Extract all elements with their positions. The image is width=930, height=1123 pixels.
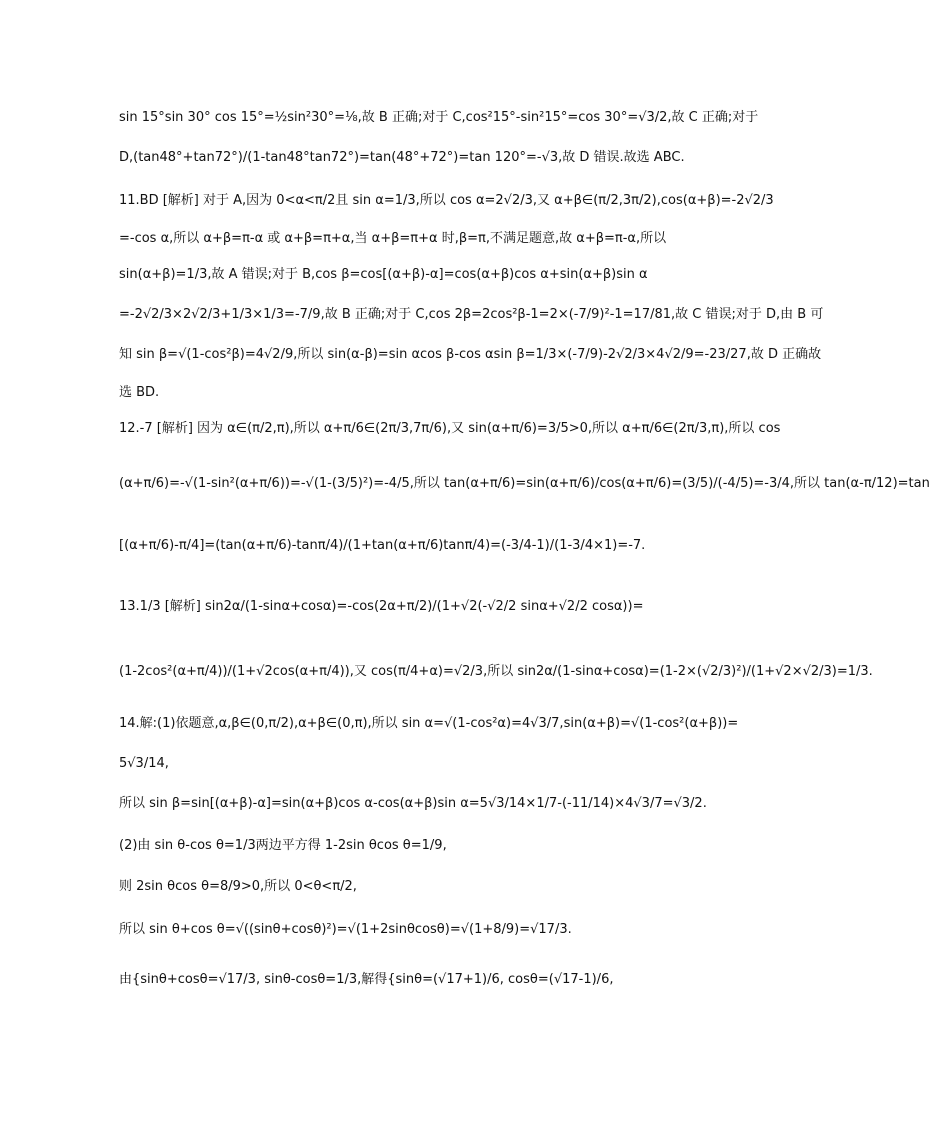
text-line: 由{sinθ+cosθ=√17/3, sinθ-cosθ=1/3,解得{sinθ=(√17+1)/6, cosθ=(√17-1)/6, xyxy=(119,972,614,987)
text-line: 选 BD. xyxy=(119,385,160,400)
text-line: [(α+π/6)-π/4]=(tan(α+π/6)-tanπ/4)/(1+tan(α+π/6)tanπ/4)=(-3/4-1)/(1-3/4×1)=-7. xyxy=(119,538,646,553)
text-line: 5√3/14, xyxy=(119,756,169,771)
text-line: 所以 sin β=sin[(α+β)-α]=sin(α+β)cos α-cos(α+β)sin α=5√3/14×1/7-(-11/14)×4√3/7=√3/2. xyxy=(119,796,707,811)
text-line: =-2√2/3×2√2/3+1/3×1/3=-7/9,故 B 正确;对于 C,cos 2β=2cos²β-1=2×(-7/9)²-1=17/81,故 C 错误;对于 D,由 B 可 xyxy=(119,307,824,322)
text-line: D,(tan48°+tan72°)/(1-tan48°tan72°)=tan(48°+72°)=tan 120°=-√3,故 D 错误.故选 ABC. xyxy=(119,150,685,165)
text-line: (1-2cos²(α+π/4))/(1+√2cos(α+π/4)),又 cos(π/4+α)=√2/3,所以 sin2α/(1-sinα+cosα)=(1-2×(√2/3)²)/(1+√2×√2/3)=1/3. xyxy=(119,664,873,679)
text-line: 知 sin β=√(1-cos²β)=4√2/9,所以 sin(α-β)=sin αcos β-cos αsin β=1/3×(-7/9)-2√2/3×4√2/9=-23/27,故 D 正确故 xyxy=(119,347,822,362)
text-line: 11.BD [解析] 对于 A,因为 0<α<π/2且 sin α=1/3,所以 cos α=2√2/3,又 α+β∈(π/2,3π/2),cos(α+β)=-2√2/3 xyxy=(119,193,774,208)
text-line: =-cos α,所以 α+β=π-α 或 α+β=π+α,当 α+β=π+α 时,β=π,不满足题意,故 α+β=π-α,所以 xyxy=(119,231,667,246)
text-line: (α+π/6)=-√(1-sin²(α+π/6))=-√(1-(3/5)²)=-4/5,所以 tan(α+π/6)=sin(α+π/6)/cos(α+π/6)=(3/5)/(-4/5)=-3/4,所以 tan(α-π/12)=tan xyxy=(119,476,930,491)
text-line: 14.解:(1)依题意,α,β∈(0,π/2),α+β∈(0,π),所以 sin α=√(1-cos²α)=4√3/7,sin(α+β)=√(1-cos²(α+β))= xyxy=(119,716,739,731)
text-line: 所以 sin θ+cos θ=√((sinθ+cosθ)²)=√(1+2sinθcosθ)=√(1+8/9)=√17/3. xyxy=(119,922,572,937)
text-line: 则 2sin θcos θ=8/9>0,所以 0<θ<π/2, xyxy=(119,879,357,894)
text-line: (2)由 sin θ-cos θ=1/3两边平方得 1-2sin θcos θ=1/9, xyxy=(119,838,447,853)
text-line: sin(α+β)=1/3,故 A 错误;对于 B,cos β=cos[(α+β)-α]=cos(α+β)cos α+sin(α+β)sin α xyxy=(119,267,648,282)
text-line: 13.1/3 [解析] sin2α/(1-sinα+cosα)=-cos(2α+π/2)/(1+√2(-√2/2 sinα+√2/2 cosα))= xyxy=(119,599,644,614)
text-line: 12.-7 [解析] 因为 α∈(π/2,π),所以 α+π/6∈(2π/3,7π/6),又 sin(α+π/6)=3/5>0,所以 α+π/6∈(2π/3,π),所以 cos xyxy=(119,421,781,436)
text-line: sin 15°sin 30° cos 15°=½sin²30°=⅛,故 B 正确;对于 C,cos²15°-sin²15°=cos 30°=√3/2,故 C 正确;对于 xyxy=(119,110,759,125)
